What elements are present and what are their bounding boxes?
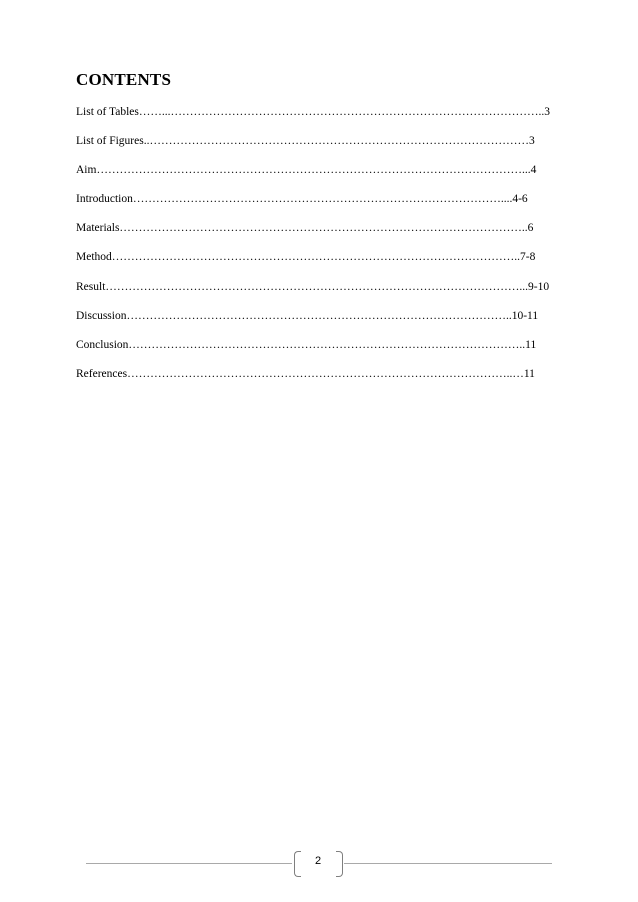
toc-entry-text: Result………………………………………………………………………………………………...9-10 [76, 280, 550, 293]
toc-entry-text: List of Figures..………………………………………………………………………………………3 [76, 135, 535, 148]
toc-entry-text: Conclusion…………………………………………………………………………………………..11 [76, 338, 537, 351]
table-of-contents [76, 98, 564, 389]
footer-rule-left [86, 863, 292, 864]
toc-entry-introduction [76, 185, 564, 214]
toc-entry-text: Discussion………………………………………………………………………………………..10-11 [76, 309, 539, 322]
footer-rule-right [344, 863, 552, 864]
toc-entry-references [76, 360, 564, 389]
toc-entry-result [76, 273, 564, 302]
right-bracket-icon [336, 851, 343, 877]
page-footer [86, 850, 552, 878]
toc-entry-text: Introduction……………………………………………………………………………………....4-6 [76, 193, 528, 206]
toc-entry-text: References………………………………………………………………………………………..…11 [76, 367, 535, 380]
toc-entry-list-of-tables [76, 98, 564, 127]
toc-entry-list-of-figures [76, 127, 564, 156]
toc-entry-text: Aim…………………………………………………………………………………………………...4 [76, 164, 537, 177]
toc-entry-conclusion [76, 331, 564, 360]
contents-heading: CONTENTS [76, 70, 172, 89]
page-number: 2 [314, 855, 322, 867]
toc-entry-aim [76, 156, 564, 185]
toc-entry-text: Method……………………………………………………………………………………………..7-8 [76, 251, 536, 264]
toc-entry-discussion [76, 302, 564, 331]
toc-entry-text: List of Tables……...……………………………………………………………………………………..3 [76, 106, 550, 118]
toc-entry-materials [76, 214, 564, 243]
toc-entry-text: Materials……………………………………………………………………………………………..6 [76, 222, 534, 235]
toc-entry-method [76, 243, 564, 272]
